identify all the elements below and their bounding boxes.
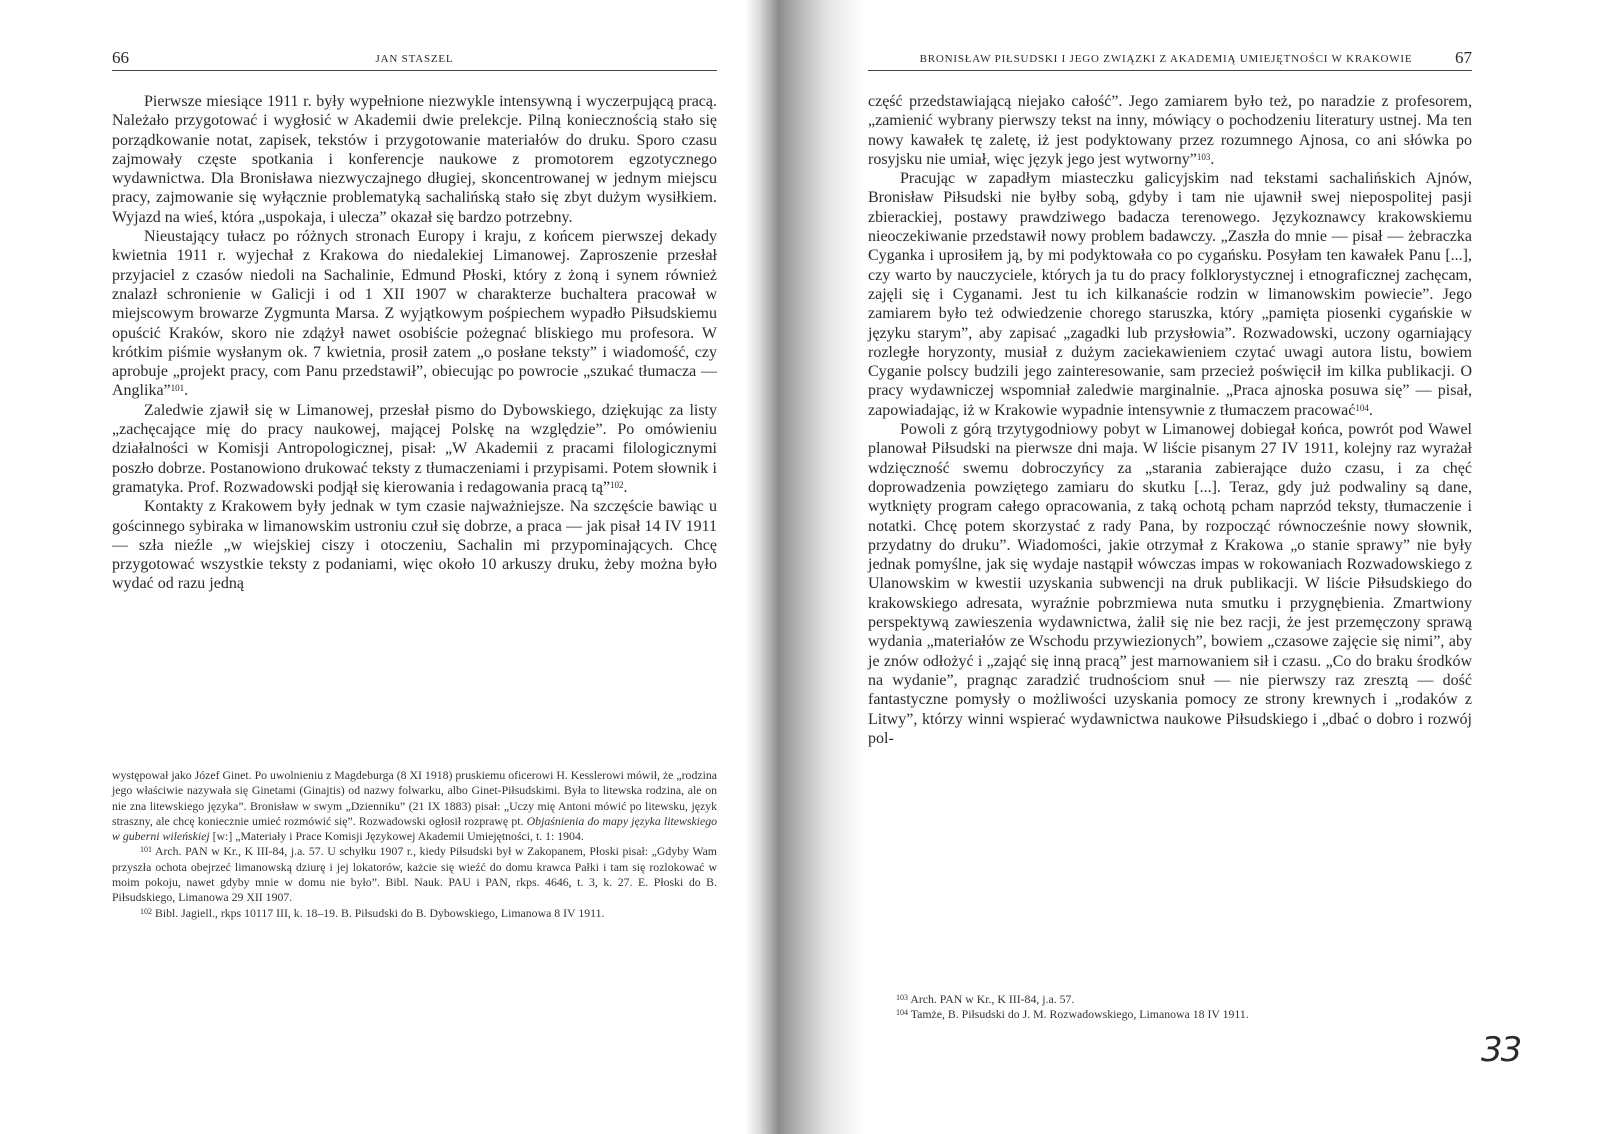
left-paragraph-3-text: Zaledwie zjawił się w Limanowej, przesłał pismo do Dybowskiego, dziękując za listy „zachęcające mię do pracy naukowej, mającej Polskę na względzie”. Po omówieniu działalności w Komisji Antropologicznej, pisał: „W Akademii z pracami filologicznymi poszło dobrze. Postanowiono drukować teksty z tłumaczeniami i przypisami. Potem słownik i gramatyka. Prof. Rozwadowski podjął się kierowania i redagowania pracą tą” (112, 401, 717, 496)
right-paragraph-2-text: Pracując w zapadłym miasteczku galicyjskim nad tekstami sachalińskich Ajnów, Bronisław Piłsudski nie byłby sobą, gdyby i tam nie ujawnił swej niepospolitej pasji zbierackiej, postawy prawdziwego badacza terenowego. Językoznawcy krakowskiemu nieoczekiwanie przedstawił nowy problem badawczy. „Zaszła do mnie — pisał — żebraczka Cyganka i uprosiłem ją, by mi podyktowała co po cygańsku. Posyłam ten kawałek Panu [...], czy warto by nauczyciele, których ja tu do pracy folklorystycznej i etnograficznej zachęcam, zajęli się i Cyganami. Jest tu ich kilkanaście rodzin w limanowskim powiecie”. Jego zamiarem było też odwiedzenie chorego staruszka, który „pamięta piosenki cygańskie w języku starym”, aby zapisać „zagadki lub przysłowia”. Rozwadowski, uczony ogarniający rozległe horyzonty, musiał z dużym zaciekawieniem czytać uwagi autora listu, bowiem Cyganie polscy budzili jego zainteresowanie, sam przecież poświęcił im kilka publikacji. O pracy wydawniczej wspomniał zaledwie marginalnie. „Praca ajnoska posuwa się” — pisał, zapowiadając, iż w Krakowie wypadnie intensywnie z tłumaczem pracować (868, 170, 1472, 419)
left-paragraph-2: Nieustający tułacz po różnych stronach Europy i kraju, z końcem pierwszej dekady kwietnia 1911 r. wyjechał z Krakowa do niedalekiej Limanowej. Zaproszenie przesłał przyjaciel z czasów niedoli na Sachalinie, Edmund Płoski, który z żoną i synem również znalazł schronienie w Galicji i od 1 XII 1907 w charakterze buchaltera pracował w miejscowym browarze Zygmunta Marsa. Z wyjątkowym pośpiechem wypadło Piłsudskiemu opuścić Kraków, skoro nie zdążył nawet osobiście pożegnać bliskiego mu profesora. W krótkim piśmie wysłanym ok. 7 kwietnia, prosił zatem „o posłane teksty” i wiadomość, czy aprobuje „projekt pracy, com Panu przedstawił”, obiecując po powrocie „szukać tłumacza — Anglika”$^{101}$. (112, 228, 717, 400)
right-paragraph-1-text: część przedstawiającą niejako całość”. Jego zamiarem było też, po naradzie z profesorem, „zamienić wybrany pierwszy tekst na inny, mówiący o pochodzeniu literatury ustnej. Ma ten nowy kawałek tę zaletę, iż jest podyktowany przez rozumnego Ajnosa, co ani słówka po rosyjsku nie umiał, więc język jego jest wytworny” (868, 93, 1472, 168)
footnote-101 (112, 844, 717, 905)
left-paragraph-4: Kontakty z Krakowem były jednak w tym czasie najważniejsze. Na szczęście bawiąc u gościnnego sybiraka w limanowskim ustroniu czuł się dobrze, a praca — jak pisał 14 IV 1911 — szła nieźle „w wiejskiej ciszy i otoczeniu, Sachalin mi przypominających. Chcę przygotować wszystkie teksty z podaniami, więc około 10 arkuszy druku, żeby można było wydać od razu jedną (112, 498, 717, 593)
footnote-104-text: Tamże, B. Piłsudski do J. M. Rozwadowskiego, Limanowa 18 IV 1911. (910, 1007, 1249, 1022)
handwritten-page-number: 33 (1481, 1030, 1521, 1070)
left-running-head (112, 48, 717, 71)
left-running-title: JAN STASZEL (375, 53, 454, 65)
book-gutter-shadow (745, 0, 865, 1134)
footnote-101-text: Arch. PAN w Kr., K III-84, j.a. 57. U schyłku 1907 r., kiedy Piłsudski był w Zakopanem, Płoski pisał: „Gdyby Wam przyszła ochota obejrzeć limanowską dziurę i jej lokatorów, każcie się wieźć do domu krawca Pałki i tam się rozlokować w moim pokoju, nawet gdyby mnie w domu nie było”. Bibl. Nauk. PAU i PAN, rkps. 4646, t. 3, k. 27. E. Płoski do B. Piłsudskiego, Limanowa 29 XII 1907. (112, 844, 717, 905)
right-page-number: 67 (1455, 48, 1472, 67)
left-paragraph-2-text: Nieustający tułacz po różnych stronach Europy i kraju, z końcem pierwszej dekady kwietnia 1911 r. wyjechał z Krakowa do niedalekiej Limanowej. Zaproszenie przesłał przyjaciel z czasów niedoli na Sachalinie, Edmund Płoski, który z żoną i synem również znalazł schronienie w Galicji i od 1 XII 1907 w charakterze buchaltera pracował w miejscowym browarze Zygmunta Marsa. Z wyjątkowym pośpiechem wypadło Piłsudskiemu opuścić Kraków, skoro nie zdążył nawet osobiście pożegnać bliskiego mu profesora. W krótkim piśmie wysłanym ok. 7 kwietnia, prosił zatem „o posłane teksty” i wiadomość, czy aprobuje „projekt pracy, com Panu przedstawił”, obiecując po powrocie „szukać tłumacza — Anglika” (112, 228, 717, 400)
right-paragraph-2: Pracując w zapadłym miasteczku galicyjskim nad tekstami sachalińskich Ajnów, Bronisław Piłsudski nie byłby sobą, gdyby i tam nie ujawnił swej niepospolitej pasji zbierackiej, postawy prawdziwego badacza terenowego. Językoznawcy krakowskiemu nieoczekiwanie przedstawił nowy problem badawczy. „Zaszła do mnie — pisał — żebraczka Cyganka i uprosiłem ją, by mi podyktowała co po cygańsku. Posyłam ten kawałek Panu [...], czy warto by nauczyciele, których ja tu do pracy folklorystycznej i etnograficznej zachęcam, zajęli się i Cyganami. Jest tu ich kilkanaście rodzin w limanowskim powiecie”. Jego zamiarem było też odwiedzenie chorego staruszka, który „pamięta piosenki cygańskie w języku starym”, aby zapisać „zagadki lub przysłowia”. Rozwadowski, uczony ogarniający rozległe horyzonty, musiał z dużym zaciekawieniem czytać uwagi autora listu, bowiem Cyganie polscy budzili jego zainteresowanie, sam przecież poświęcił im kilka publikacji. O pracy wydawniczej wspomniał zaledwie marginalnie. „Praca ajnoska posuwa się” — pisał, zapowiadając, iż w Krakowie wypadnie intensywnie z tłumaczem pracować$^{104}$. (868, 170, 1472, 419)
footnote-ref-104: 104 (1355, 402, 1369, 413)
left-page-number: 66 (112, 48, 129, 67)
right-paragraph-3: Powoli z górą trzytygodniowy pobyt w Limanowej dobiegał końca, powrót pod Wawel planował Piłsudski na pierwsze dni maja. W liście pisanym 27 IV 1911, kolejny raz wyrażał wdzięczność swemu dobroczyńcy za „starania zabierające dużo czasu, i za chęć doprowadzenia powziętego zamiaru do skutku [...]. Teraz, gdy już podwaliny są dane, wytknięty program całego opracowania, z taką ochotą pcham naprzód teksty, tłumaczenie i notatki. Chcę potem skorzystać z rady Pana, by rozpocząć równocześnie nowy słownik, przydatny do druku”. Wiadomości, jakie otrzymał z Krakowa „o stanie sprawy” nie były jednak pomyślne, jak się wydaje nastąpił wówczas impas w rokowaniach Rozwadowskiego z Ulanowskim w kwestii uzyskania subwencji na druk publikacji. W liście Piłsudskiego do krakowskiego adresata, wyraźnie pobrzmiewa nuta smutku i przygnębienia. Zmartwiony perspektywą zawieszenia wydawnictwa, żalił się nie bez racji, że jest przemęczony sprawą wydania „materiałów ze Wschodu przywiezionych”, bowiem „czasowe zajęcie się nimi”, aby je znów odłożyć i „zająć się inną pracą” jest marnowaniem sił i czasu. „Co do braku środków na wydanie”, pragnąc zaradzić trudnościom snuł — nie pierwszy raz zresztą — dość fantastyczne pomysły o możliwości uzyskania pomocy ze strony krewnych i „rodaków z Litwy”, którzy winni wspierać wydawnictwa naukowe Piłsudskiego i „dbać o dobro i rozwój pol- (868, 421, 1472, 747)
footnote-101-number: 101 (140, 845, 152, 855)
footnote-continued-tail: [w:] „Materiały i Prace Komisji Językowej Akademii Umiejętności, t. 1: 1904. (209, 829, 584, 844)
footnote-ref-103: 103 (1196, 151, 1211, 162)
footnote-continued (112, 768, 717, 844)
footnote-103-text: Arch. PAN w Kr., K III-84, j.a. 57. (910, 992, 1075, 1006)
footnote-ref-102: 102 (610, 479, 624, 490)
footnote-102 (112, 906, 717, 921)
footnote-103 (868, 992, 1472, 1007)
right-running-title: BRONISŁAW PIŁSUDSKI I JEGO ZWIĄZKI Z AKADEMIĄ UMIEJĘTNOŚCI W KRAKOWIE (919, 53, 1413, 65)
footnote-104 (868, 1007, 1472, 1022)
footnote-103-number: 103 (896, 993, 908, 1002)
left-paragraph-1: Pierwsze miesiące 1911 r. były wypełnione niezwykle intensywną i wyczerpującą pracą. Należało przygotować i wygłosić w Akademii dwie prelekcje. Pilną koniecznością stało się porządkowanie notat, zapisek, tekstów i przygotowanie materiałów do druku. Sporo czasu zajmowały częste spotkania i konferencje naukowe z promotorem egzotycznego wydawnictwa. Dla Bronisława niezwyczajnego długiej, skoncentrowanej w jednym miejscu pracy, zajmowanie się wyłącznie problematyką sachalińską stało się zbyt dużym wysiłkiem. Wyjazd na wieś, która „uspokaja, i ulecza” okazał się bardzo potrzebny. (112, 93, 717, 226)
footnote-title-italic: Objaśnienia do mapy języka litewskiego w guberni wileńskiej (112, 813, 717, 844)
right-paragraph-1: część przedstawiającą niejako całość”. Jego zamiarem było też, po naradzie z profesorem, „zamienić wybrany pierwszy tekst na inny, mówiący o pochodzeniu literatury ustnej. Ma ten nowy kawałek tę zaletę, iż jest podyktowany przez rozumnego Ajnosa, co ani słówka po rosyjsku nie umiał, więc język jego jest wytworny”$^{103}$. (868, 93, 1472, 168)
left-page (112, 0, 717, 1134)
footnote-104-number: 104 (896, 1008, 908, 1018)
right-footnotes (868, 992, 1472, 1023)
footnote-102-number: 102 (140, 906, 152, 916)
footnote-ref-101: 101 (170, 383, 185, 394)
right-body-text (868, 92, 1472, 748)
left-footnotes (112, 768, 717, 921)
right-page (868, 0, 1472, 1134)
left-body-text (112, 92, 717, 594)
left-paragraph-3: Zaledwie zjawił się w Limanowej, przesłał pismo do Dybowskiego, dziękując za listy „zachęcające mię do pracy naukowej, mającej Polskę na względzie”. Po omówieniu działalności w Komisji Antropologicznej, pisał: „W Akademii z pracami filologicznymi poszło dobrze. Postanowiono drukować teksty z tłumaczeniami i przypisami. Potem słownik i gramatyka. Prof. Rozwadowski podjął się kierowania i redagowania pracą tą”$^{102}$. (112, 401, 717, 496)
right-running-head (868, 48, 1472, 71)
footnote-continued-text: występował jako Józef Ginet. Po uwolnieniu z Magdeburga (8 XI 1918) pruskiemu oficerowi H. Kesslerowi mówił, że „rodzina jego właściwie nazywała się Ginetami (Ginajtis) od nazwy folwarku, albo Ginet-Piłsudskimi. Była to litewska rodzina, ale on nie zna litewskiego języka”. Bronisław w swym „Dzienniku” (21 IX 1883) pisał: „Uczy mię Antoni mówić po litewsku, język straszny, ale chcę koniecznie umieć rozmówić się”. Rozwadowski ogłosił rozprawę pt. (112, 768, 717, 828)
footnote-102-text: Bibl. Jagiell., rkps 10117 III, k. 18–19. B. Piłsudski do B. Dybowskiego, Limanowa 8 IV 1911. (154, 905, 605, 920)
